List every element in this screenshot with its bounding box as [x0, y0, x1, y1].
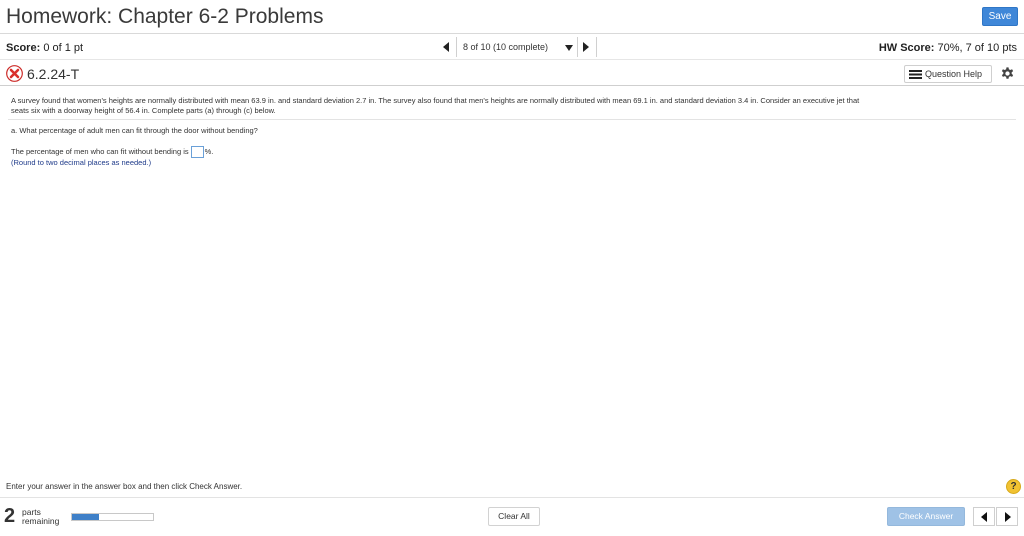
- score-bar: [0, 35, 1024, 60]
- instructions: Enter your answer in the answer box and then click Check Answer.: [6, 482, 243, 491]
- incorrect-icon: [6, 65, 23, 82]
- divider: [0, 497, 1024, 498]
- question-stem-line-2: seats six with a doorway height of 56.4 in. Complete parts (a) through (c) below.: [11, 106, 276, 115]
- help-icon[interactable]: ?: [1006, 479, 1021, 494]
- answer-line: [11, 146, 213, 158]
- question-navigator: [441, 37, 597, 57]
- divider: [577, 37, 578, 57]
- answer-suffix: %.: [204, 146, 214, 156]
- score-label: Score:: [6, 42, 41, 54]
- rounding-note: (Round to two decimal places as needed.): [11, 158, 152, 167]
- question-stem-line-1: A survey found that women's heights are normally distributed with mean 63.9 in. and standard deviation 2.7 in. The survey also found that men's heights are normally distributed with mean 69.1 in. and standard deviation 3.4 in. Consider an executive jet that: [11, 96, 860, 105]
- answer-input[interactable]: [191, 146, 204, 158]
- question-help-button[interactable]: [904, 65, 992, 83]
- remaining-word: remaining: [22, 516, 60, 526]
- arrow-right-icon: [1005, 512, 1011, 522]
- previous-button[interactable]: [973, 507, 995, 526]
- parts-count: 2: [4, 505, 16, 527]
- question-stem: [11, 96, 1016, 116]
- next-question-icon[interactable]: [583, 42, 589, 52]
- divider: [8, 119, 1016, 120]
- gear-icon[interactable]: [1000, 66, 1015, 81]
- save-button[interactable]: Save: [982, 7, 1018, 26]
- progress-fill: [72, 514, 99, 520]
- question-select[interactable]: [463, 40, 575, 55]
- list-icon: [909, 70, 922, 79]
- question-help-label: Question Help: [925, 69, 983, 79]
- next-button[interactable]: [996, 507, 1018, 526]
- question-header: [0, 61, 1024, 86]
- score-value: 0 of 1 pt: [43, 42, 84, 54]
- part-a-prompt: a. What percentage of adult men can fit through the door without bending?: [11, 126, 258, 135]
- divider: [456, 37, 457, 57]
- parts-progress-bar: [71, 513, 154, 521]
- answer-prefix: The percentage of men who can fit without bending is: [11, 146, 189, 156]
- check-answer-button[interactable]: Check Answer: [887, 507, 965, 526]
- parts-word: parts: [22, 507, 41, 517]
- divider: [596, 37, 597, 57]
- hw-score-label: HW Score:: [878, 42, 935, 54]
- chevron-down-icon: [565, 45, 573, 51]
- arrow-left-icon: [981, 512, 987, 522]
- page-header: [0, 0, 1024, 34]
- question-select-value: 8 of 10 (10 complete): [463, 42, 549, 52]
- clear-all-button[interactable]: Clear All: [488, 507, 540, 526]
- hw-score-value: 70%, 7 of 10 pts: [937, 42, 1017, 54]
- question-id: 6.2.24-T: [27, 66, 80, 82]
- previous-question-icon[interactable]: [443, 42, 449, 52]
- score: [6, 42, 83, 54]
- parts-label: [22, 508, 59, 526]
- page-title: Homework: Chapter 6-2 Problems: [6, 5, 324, 28]
- hw-score: [879, 42, 1017, 54]
